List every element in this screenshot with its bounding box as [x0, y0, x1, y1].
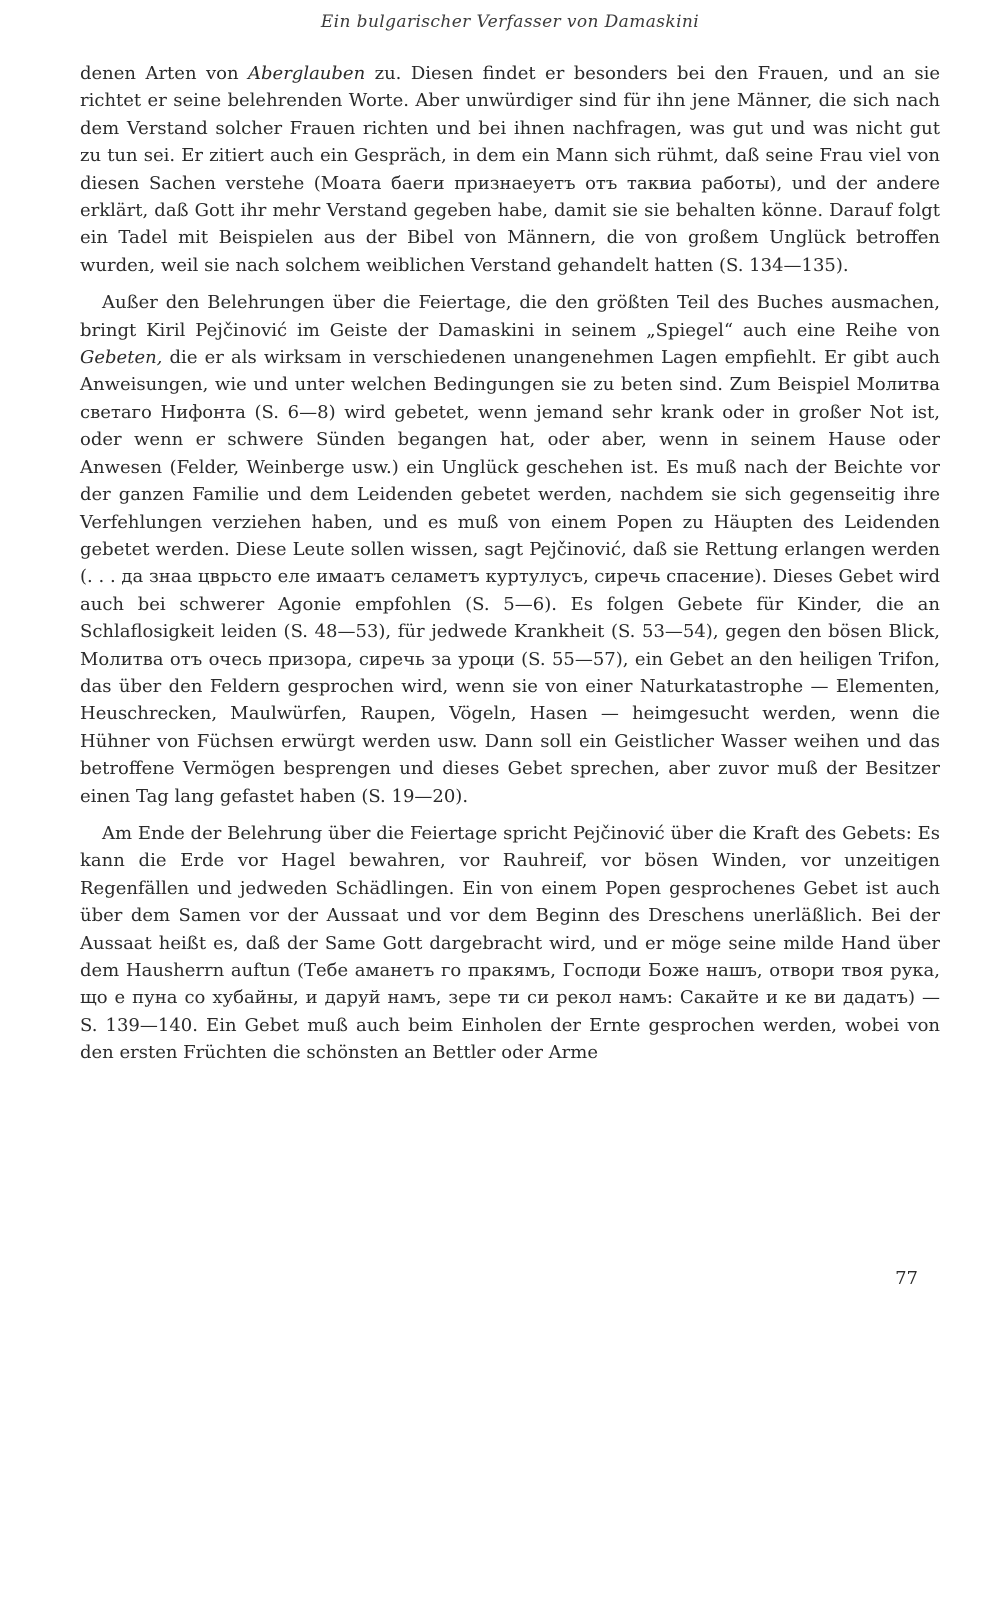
page-number: 77	[895, 1268, 918, 1289]
paragraph-2	[80, 289, 940, 810]
paragraph-text: Außer den Belehrungen über die Feiertage, die den größten Teil des Buches ausmachen, bringt Kiril Pejčinović im Geiste der Damaskini in seinem „Spiegel“ auch eine Reihe von	[80, 292, 940, 341]
paragraph-text: die er als wirksam in verschiedenen unangenehmen Lagen empfiehlt. Er gibt auch Anweisungen, wie und unter welchen Bedingungen sie zu beten sind. Zum Beispiel Молитва светаго Нифонта (S. 6—8) wird gebetet, wenn jemand sehr krank oder in großer Not ist, oder wenn er schwere Sünden begangen hat, oder aber, wenn in seinem Hause oder Anwesen (Felder, Weinberge usw.) ein Unglück geschehen ist. Es muß nach der Beichte vor der ganzen Familie und dem Leidenden gebetet werden, nachdem sie sich gegenseitig ihre Verfehlungen verziehen haben, und es muß von einem Popen zu Häupten des Leidenden gebetet werden. Diese Leute sollen wissen, sagt Pejčinović, daß sie Rettung erlangen werden (. . . да знаа цврьсто еле имаатъ селаметъ куртулусъ, сиречь спасение). Dieses Gebet wird auch bei schwerer Agonie empfohlen (S. 5—6). Es folgen Gebete für Kinder, die an Schlaflosigkeit leiden (S. 48—53), für jedwede Krankheit (S. 53—54), gegen den bösen Blick, Молитва отъ очесь призора, сиречь за уроци (S. 55—57), ein Gebet an den heiligen Trifon, das über den Feldern gesprochen wird, wenn sie von einer Naturkatastrophe — Elementen, Heuschrecken, Maulwürfen, Raupen, Vögeln, Hasen — heimgesucht werden, wenn die Hühner von Füchsen erwürgt werden usw. Dann soll ein Geistlicher Wasser weihen und das betroffene Vermögen besprengen und dieses Gebet sprechen, aber zuvor muß der Besitzer einen Tag lang gefastet haben (S. 19—20).	[80, 347, 940, 807]
paragraph-1	[80, 60, 940, 279]
body-text	[80, 60, 940, 1067]
paragraph-text: Am Ende der Belehrung über die Feiertage spricht Pejčinović über die Kraft des Gebets: Es kann die Erde vor Hagel bewahren, vor Rauhreif, vor bösen Winden, vor unzeitigen Regenfällen und jedweden Schädlingen. Ein von einem Popen gesprochenes Gebet ist auch über dem Samen vor der Aussaat und vor dem Beginn des Dreschens unerläßlich. Bei der Aussaat heißt es, daß der Same Gott dargebracht wird, und er möge seine milde Hand über dem Hausherrn auftun (Тебе аманетъ го пракямъ, Господи Боже нашъ, отвори твоя рука, що е пуна со хубайны, и даруй намъ, зере ти си рекол намъ: Сакайте и ке ви дадатъ) — S. 139—140. Ein Gebet muß auch beim Einholen der Ernte gesprochen werden, wobei von den ersten Früchten die schönsten an Bettler oder Arme	[80, 822, 940, 1064]
paragraph-text: zu. Diesen findet er besonders bei den Frauen, und an sie richtet er seine belehrenden Worte. Aber unwürdiger sind für ihn jene Männer, die sich nach dem Verstand solcher Frauen richten und bei ihnen nachfragen, was gut und was nicht gut zu tun sei. Er zitiert auch ein Gespräch, in dem ein Mann sich rühmt, daß seine Frau viel von diesen Sachen verstehe (Моата баеги признаеуетъ отъ таквиа работы), und der andere erklärt, daß Gott ihr mehr Verstand gegeben habe, damit sie sie behalten könne. Darauf folgt ein Tadel mit Beispielen aus der Bibel von Männern, die von großem Unglück betroffen wurden, weil sie nach solchem weiblichen Verstand gehandelt hatten (S. 134—135).	[80, 63, 940, 276]
running-head: Ein bulgarischer Verfasser von Damaskini	[320, 12, 700, 32]
paragraph-3	[80, 820, 940, 1067]
paragraph-text: denen Arten von	[80, 63, 249, 84]
emphasis-aberglauben: Aberglauben	[248, 63, 366, 84]
emphasis-gebeten: Gebeten,	[80, 347, 163, 369]
